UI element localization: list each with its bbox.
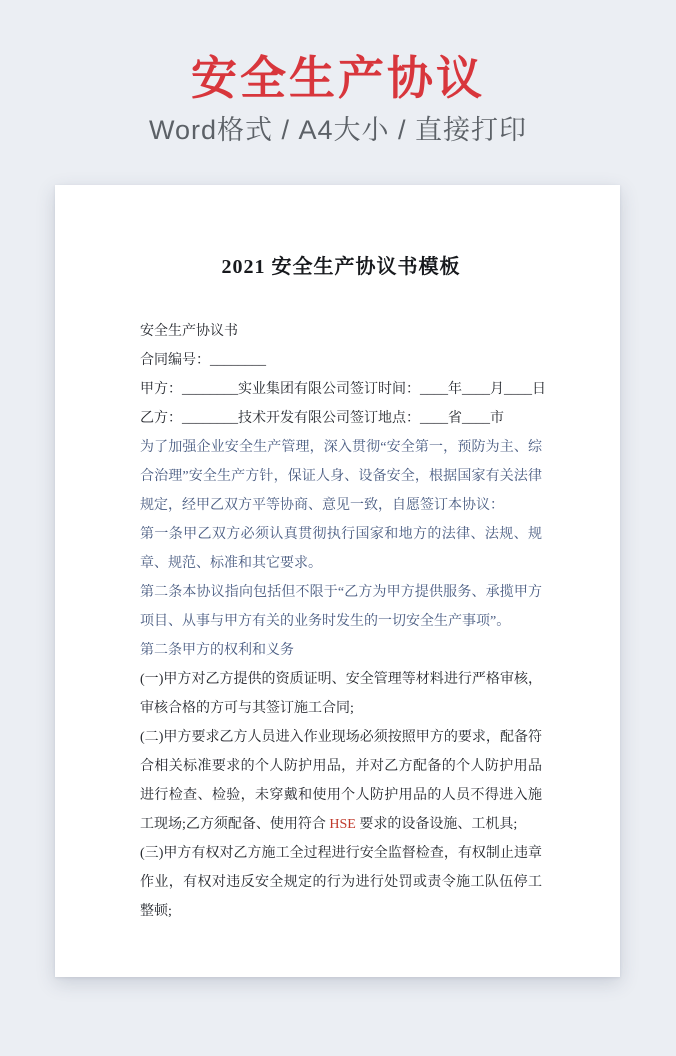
document-body	[140, 255, 546, 926]
hse-highlight: HSE	[329, 817, 356, 832]
banner-subtitle: Word格式 / A4大小 / 直接打印	[148, 115, 528, 145]
document-title: 2021 安全生产协议书模板	[221, 256, 461, 278]
party-b-line: 乙方：________技术开发有限公司签订地点：____省____市	[140, 411, 504, 426]
promo-banner	[0, 0, 676, 146]
doc-name-line: 安全生产协议书	[140, 324, 238, 339]
item-1-paragraph: (一)甲方对乙方提供的资质证明、安全管理等材料进行严格审核，审核合格的方可与其签订施工合同;	[140, 672, 542, 716]
preamble-paragraph: 为了加强企业安全生产管理，深入贯彻“安全第一，预防为主、综合治理”安全生产方针，保证人身、设备安全，根据国家有关法律规定，经甲乙双方平等协商、意见一致，自愿签订本协议：	[140, 440, 542, 513]
item-2-text-pre: (二)甲方要求乙方人员进入作业现场必须按照甲方的要求，配备符合相关标准要求的个人防护用品，并对乙方配备的个人防护用品进行检查、检验，未穿戴和使用个人防护用品的人员不得进入施工现场;乙方须配备、使用符合	[140, 730, 542, 832]
contract-number-line: 合同编号：________	[140, 353, 266, 368]
item-3-paragraph: (三)甲方有权对乙方施工全过程进行安全监督检查，有权制止违章作业，有权对违反安全规定的行为进行处罚或责令施工队伍停工整顿;	[140, 846, 542, 919]
item-2-text-post: 要求的设备设施、工机具;	[355, 817, 518, 832]
item-2-paragraph	[140, 723, 542, 839]
clause-3-heading: 第二条甲方的权利和义务	[140, 643, 294, 658]
banner-title: 安全生产协议	[191, 52, 485, 104]
party-a-line: 甲方：________实业集团有限公司签订时间：____年____月____日	[140, 382, 546, 397]
clause-2-paragraph: 第二条本协议指向包括但不限于“乙方为甲方提供服务、承揽甲方项目、从事与甲方有关的业务时发生的一切安全生产事项”。	[140, 585, 542, 629]
clause-1-paragraph: 第一条甲乙双方必须认真贯彻执行国家和地方的法律、法规、规章、规范、标准和其它要求。	[140, 527, 542, 571]
document-preview-page	[55, 185, 620, 977]
